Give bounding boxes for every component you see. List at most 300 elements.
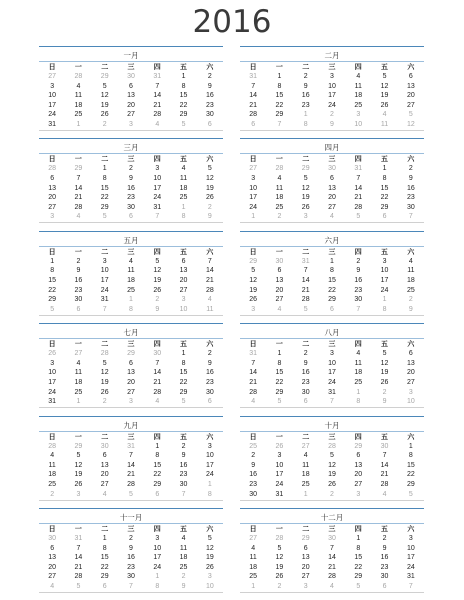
weekday-label: 五 [381, 526, 389, 533]
day-cell-other-month: 7 [408, 582, 413, 590]
day-cell: 24 [205, 471, 214, 479]
weekday-label: 三 [127, 526, 135, 533]
weekday-label: 日 [48, 526, 56, 533]
day-cell: 11 [302, 461, 310, 469]
day-cell-other-month: 2 [207, 203, 212, 211]
month-divider [39, 61, 223, 62]
day-cell: 23 [179, 471, 188, 479]
day-cell: 30 [249, 490, 258, 498]
day-cell: 4 [50, 452, 55, 460]
weekday-label: 四 [354, 341, 362, 349]
day-cell: 5 [382, 350, 387, 358]
day-cell-other-month: 3 [303, 213, 308, 221]
day-cell: 10 [100, 267, 109, 275]
day-cell: 22 [179, 101, 188, 109]
month-bottom-rule [39, 315, 223, 316]
day-cell: 29 [328, 296, 336, 304]
day-grid [39, 442, 223, 500]
day-cell: 10 [249, 184, 258, 192]
weekday-label: 日 [249, 64, 257, 71]
day-cell: 9 [207, 82, 212, 90]
day-cell: 4 [181, 535, 186, 542]
weekday-label: 四 [354, 248, 362, 256]
day-cell: 15 [100, 554, 109, 562]
day-cell: 22 [328, 286, 336, 294]
day-cell: 4 [277, 174, 282, 182]
day-cell: 2 [129, 535, 133, 542]
day-cell: 9 [382, 544, 387, 552]
day-cell: 8 [277, 82, 282, 90]
weekday-header [240, 63, 424, 72]
day-cell: 9 [356, 267, 361, 275]
day-grid [39, 72, 223, 130]
weekday-label: 五 [180, 433, 188, 441]
weekday-label: 六 [206, 248, 214, 256]
weekday-label: 四 [354, 64, 362, 71]
day-cell-other-month: 1 [76, 398, 81, 406]
day-cell-other-month: 3 [129, 120, 133, 128]
day-cell: 3 [102, 257, 107, 265]
weekday-label: 三 [328, 433, 336, 441]
day-cell-other-month: 10 [179, 305, 188, 313]
day-cell-other-month: 6 [251, 120, 256, 128]
day-cell: 12 [328, 461, 336, 469]
day-cell: 14 [249, 369, 258, 377]
day-cell-other-month: 27 [74, 350, 83, 358]
month-divider [39, 153, 223, 154]
day-cell: 23 [74, 286, 83, 294]
day-cell: 1 [408, 442, 413, 450]
weekday-header [39, 248, 223, 257]
day-cell-other-month: 9 [408, 305, 413, 313]
weekday-header [240, 433, 424, 442]
day-grid [39, 534, 223, 592]
day-cell: 17 [153, 554, 162, 562]
day-cell: 18 [275, 194, 284, 202]
day-cell: 20 [127, 378, 135, 386]
day-cell: 7 [76, 544, 81, 552]
month-july [39, 323, 223, 407]
weekday-label: 三 [127, 248, 135, 256]
day-cell: 11 [179, 544, 188, 552]
weekday-label: 六 [206, 526, 214, 533]
day-cell: 30 [301, 388, 310, 396]
day-cell: 25 [406, 286, 415, 294]
day-cell: 11 [48, 461, 56, 469]
day-cell: 28 [328, 573, 336, 581]
day-cell: 22 [100, 563, 109, 571]
day-cell-other-month: 1 [303, 490, 308, 498]
day-cell: 8 [356, 544, 361, 552]
weekday-label: 五 [381, 156, 389, 164]
month-title: 七月 [123, 328, 139, 338]
day-cell: 6 [356, 452, 361, 460]
weekday-label: 一 [275, 64, 283, 71]
weekday-label: 三 [127, 433, 135, 441]
day-cell: 3 [330, 350, 334, 358]
day-cell: 10 [380, 267, 389, 275]
month-bottom-rule [39, 222, 223, 223]
day-grid [240, 442, 424, 500]
day-cell: 20 [48, 563, 57, 571]
day-cell: 29 [354, 573, 363, 581]
day-cell: 4 [181, 165, 186, 173]
day-cell: 24 [100, 286, 109, 294]
weekday-label: 二 [101, 248, 109, 256]
weekday-header [39, 63, 223, 72]
day-cell: 25 [301, 480, 310, 488]
weekday-label: 一 [275, 248, 283, 256]
day-cell: 2 [207, 73, 212, 80]
day-cell: 24 [275, 480, 284, 488]
day-cell: 1 [181, 350, 186, 358]
day-cell-other-month: 1 [251, 213, 256, 221]
day-cell-other-month: 3 [207, 573, 212, 581]
day-cell: 16 [74, 276, 83, 284]
day-grid [39, 257, 223, 315]
day-cell: 30 [380, 573, 389, 581]
weekday-label: 四 [354, 433, 362, 441]
day-cell-other-month: 3 [356, 490, 361, 498]
day-cell-other-month: 30 [48, 535, 57, 542]
day-cell: 3 [330, 73, 334, 80]
day-cell: 10 [48, 92, 57, 100]
day-cell: 21 [328, 563, 336, 571]
day-cell-other-month: 29 [301, 535, 310, 542]
day-cell: 29 [179, 388, 188, 396]
day-cell: 8 [382, 174, 387, 182]
weekday-label: 六 [407, 248, 415, 256]
day-cell-other-month: 31 [301, 257, 310, 265]
day-cell-other-month: 11 [380, 120, 389, 128]
day-cell: 23 [249, 480, 258, 488]
day-cell: 1 [102, 535, 107, 542]
day-cell: 16 [249, 471, 258, 479]
day-cell: 9 [303, 359, 308, 367]
day-cell: 20 [406, 369, 415, 377]
weekday-label: 六 [407, 341, 415, 349]
day-cell-other-month: 5 [129, 490, 133, 498]
day-cell-other-month: 30 [100, 442, 109, 450]
day-cell: 26 [205, 563, 214, 571]
day-cell: 9 [303, 82, 308, 90]
day-cell: 16 [301, 369, 310, 377]
day-cell: 2 [76, 257, 81, 265]
weekday-label: 二 [302, 526, 310, 533]
day-cell-other-month: 7 [277, 120, 282, 128]
day-cell: 1 [155, 442, 160, 450]
month-top-rule [240, 138, 424, 139]
day-cell: 26 [380, 101, 389, 109]
month-top-rule [39, 323, 223, 324]
day-grid [39, 164, 223, 222]
day-cell: 28 [249, 111, 258, 119]
weekday-label: 四 [153, 433, 161, 441]
day-cell: 10 [406, 544, 415, 552]
weekday-label: 六 [407, 526, 415, 533]
day-cell: 14 [153, 369, 162, 377]
day-cell-other-month: 6 [207, 398, 212, 406]
day-cell-other-month: 3 [303, 582, 308, 590]
day-cell: 22 [179, 378, 188, 386]
day-cell: 13 [48, 184, 57, 192]
day-cell-other-month: 1 [181, 203, 186, 211]
day-cell: 6 [181, 257, 186, 265]
day-cell: 21 [74, 194, 83, 202]
month-title: 三月 [123, 143, 139, 153]
weekday-label: 日 [249, 526, 257, 533]
day-cell: 19 [205, 554, 214, 562]
day-cell: 27 [406, 378, 415, 386]
day-cell: 24 [406, 563, 415, 571]
day-cell: 17 [153, 184, 162, 192]
day-cell: 16 [205, 92, 214, 100]
day-cell: 2 [382, 535, 387, 542]
day-cell: 17 [48, 378, 57, 386]
day-cell-other-month: 8 [356, 398, 361, 406]
day-cell: 17 [100, 276, 109, 284]
day-cell: 28 [249, 388, 258, 396]
day-cell: 13 [127, 92, 135, 100]
day-cell: 8 [50, 267, 55, 275]
day-cell: 7 [382, 452, 387, 460]
day-cell: 4 [356, 73, 361, 80]
weekday-header [240, 155, 424, 164]
day-cell: 12 [100, 369, 109, 377]
day-cell: 15 [406, 461, 415, 469]
weekday-header [39, 525, 223, 534]
day-cell-other-month: 2 [408, 296, 413, 304]
day-cell-other-month: 27 [249, 535, 258, 542]
month-march [39, 138, 223, 222]
weekday-label: 六 [206, 341, 214, 349]
day-cell: 9 [129, 174, 133, 182]
day-cell-other-month: 6 [76, 305, 81, 313]
day-cell-other-month: 29 [74, 165, 83, 173]
day-cell: 3 [382, 257, 387, 265]
day-cell-other-month: 7 [356, 305, 361, 313]
day-cell: 2 [129, 165, 133, 173]
day-cell: 27 [354, 480, 363, 488]
day-cell-other-month: 29 [127, 350, 135, 358]
weekday-label: 二 [101, 341, 109, 349]
day-cell-other-month: 7 [129, 582, 133, 590]
weekday-label: 二 [302, 433, 310, 441]
day-cell: 26 [100, 111, 109, 119]
day-cell-other-month: 1 [129, 296, 133, 304]
day-cell-other-month: 12 [406, 120, 415, 128]
weekday-label: 五 [180, 64, 188, 71]
day-cell-other-month: 7 [408, 213, 413, 221]
day-cell: 13 [127, 369, 135, 377]
weekday-label: 一 [74, 64, 82, 71]
day-cell: 4 [356, 350, 361, 358]
month-bottom-rule [240, 500, 424, 501]
weekday-label: 六 [206, 156, 214, 164]
day-cell: 22 [100, 194, 109, 202]
day-cell: 5 [102, 82, 107, 90]
month-title: 六月 [324, 235, 340, 245]
weekday-label: 五 [180, 526, 188, 533]
day-cell: 20 [100, 471, 109, 479]
weekday-label: 日 [48, 433, 56, 441]
day-cell: 16 [127, 554, 135, 562]
day-cell-other-month: 8 [181, 213, 186, 221]
day-cell: 26 [249, 296, 258, 304]
day-cell-other-month: 1 [382, 296, 387, 304]
day-cell-other-month: 8 [129, 305, 133, 313]
day-cell-other-month: 5 [277, 398, 282, 406]
day-cell: 4 [251, 544, 256, 552]
day-cell: 15 [275, 92, 284, 100]
weekday-label: 四 [153, 64, 161, 71]
day-cell: 11 [249, 554, 257, 562]
day-cell: 1 [382, 165, 387, 173]
day-cell: 20 [301, 563, 310, 571]
day-cell: 17 [48, 101, 57, 109]
day-cell: 29 [100, 573, 109, 581]
weekday-label: 三 [328, 156, 336, 164]
day-cell: 18 [354, 92, 363, 100]
day-cell: 5 [207, 535, 212, 542]
day-cell: 7 [207, 257, 212, 265]
weekday-label: 二 [302, 341, 310, 349]
day-cell: 12 [153, 267, 162, 275]
day-cell-other-month: 3 [251, 305, 256, 313]
month-title: 十一月 [119, 513, 143, 522]
day-cell: 21 [74, 563, 83, 571]
weekday-label: 一 [275, 526, 283, 533]
day-cell: 17 [328, 92, 336, 100]
day-cell: 29 [380, 203, 389, 211]
day-cell: 5 [102, 359, 107, 367]
day-cell: 31 [406, 573, 415, 581]
day-cell: 7 [303, 267, 308, 275]
day-cell-other-month: 31 [249, 73, 258, 80]
day-cell: 18 [179, 554, 188, 562]
day-cell: 9 [129, 544, 133, 552]
month-bottom-rule [240, 222, 424, 223]
day-cell: 4 [129, 257, 133, 265]
day-cell: 23 [354, 286, 363, 294]
day-cell-other-month: 4 [50, 582, 55, 590]
day-cell: 24 [380, 286, 389, 294]
day-cell-other-month: 2 [382, 388, 387, 396]
weekday-label: 五 [180, 156, 188, 164]
month-divider [240, 431, 424, 432]
month-title: 二月 [324, 51, 340, 60]
day-cell-other-month: 10 [406, 398, 415, 406]
month-title: 十二月 [320, 513, 344, 522]
day-cell: 16 [301, 92, 310, 100]
day-cell: 12 [275, 554, 284, 562]
day-cell-other-month: 5 [181, 398, 186, 406]
day-cell: 9 [408, 174, 413, 182]
day-cell: 25 [179, 194, 188, 202]
day-cell-other-month: 4 [155, 120, 160, 128]
weekday-label: 三 [127, 341, 135, 349]
day-cell: 3 [251, 174, 256, 182]
day-cell: 19 [249, 286, 258, 294]
day-cell: 19 [74, 471, 83, 479]
weekday-label: 三 [127, 156, 135, 164]
day-cell: 6 [102, 452, 107, 460]
day-cell: 14 [153, 92, 162, 100]
month-top-rule [240, 508, 424, 509]
day-cell-other-month: 27 [249, 165, 258, 173]
weekday-label: 一 [74, 433, 82, 441]
weekday-label: 四 [153, 248, 161, 256]
day-cell: 27 [179, 286, 188, 294]
day-cell: 20 [406, 92, 415, 100]
day-cell: 17 [328, 369, 336, 377]
day-cell: 1 [330, 257, 334, 265]
month-september [39, 416, 223, 500]
day-cell: 15 [354, 554, 363, 562]
day-cell: 18 [179, 184, 188, 192]
weekday-label: 五 [381, 433, 389, 441]
day-cell-other-month: 5 [408, 111, 413, 119]
day-cell-other-month: 9 [330, 120, 334, 128]
day-cell-other-month: 5 [50, 305, 55, 313]
day-cell: 27 [406, 101, 415, 109]
day-cell: 13 [100, 461, 109, 469]
day-cell: 6 [303, 544, 308, 552]
day-cell: 22 [354, 563, 363, 571]
day-cell: 28 [153, 388, 162, 396]
day-cell: 21 [249, 101, 258, 109]
day-cell: 8 [181, 359, 186, 367]
weekday-label: 日 [249, 433, 257, 441]
day-cell: 20 [179, 276, 188, 284]
weekday-label: 六 [206, 433, 214, 441]
day-cell: 24 [328, 378, 336, 386]
day-cell: 23 [406, 194, 415, 202]
weekday-label: 日 [48, 64, 56, 71]
weekday-label: 二 [302, 156, 310, 164]
day-cell: 17 [249, 194, 258, 202]
day-cell: 11 [74, 369, 83, 377]
day-cell-other-month: 28 [74, 73, 83, 80]
day-cell-other-month: 8 [382, 305, 387, 313]
day-grid [39, 349, 223, 407]
day-cell: 28 [380, 480, 389, 488]
day-cell: 27 [328, 203, 336, 211]
day-cell: 13 [275, 276, 284, 284]
day-cell: 6 [50, 174, 55, 182]
day-cell: 11 [275, 184, 284, 192]
weekday-header [39, 155, 223, 164]
weekday-label: 日 [249, 248, 257, 256]
day-cell: 12 [100, 92, 109, 100]
day-cell: 14 [328, 554, 336, 562]
day-cell: 26 [275, 573, 284, 581]
day-cell-other-month: 1 [76, 120, 81, 128]
day-cell: 23 [205, 101, 214, 109]
weekday-label: 日 [48, 248, 56, 256]
day-cell: 21 [301, 286, 310, 294]
day-cell-other-month: 5 [408, 490, 413, 498]
day-cell-other-month: 6 [382, 582, 387, 590]
day-cell: 14 [205, 267, 214, 275]
day-cell: 21 [380, 471, 389, 479]
day-cell: 27 [127, 111, 135, 119]
day-cell: 18 [74, 378, 83, 386]
day-cell-other-month: 30 [275, 257, 284, 265]
day-cell: 12 [380, 82, 389, 90]
day-cell: 8 [277, 359, 282, 367]
day-cell: 23 [127, 194, 135, 202]
